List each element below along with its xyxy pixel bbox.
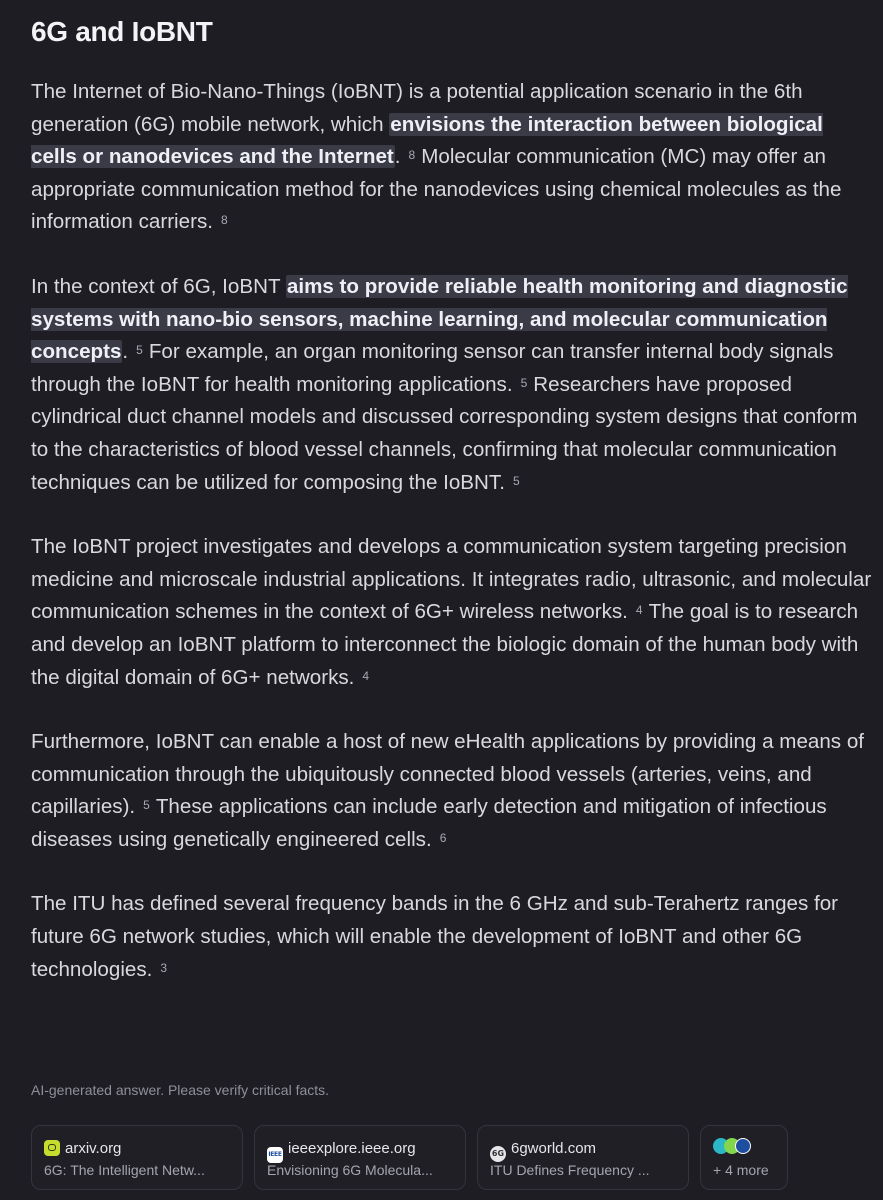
answer-paragraph	[31, 888, 873, 986]
ieee-icon: IEEE	[267, 1147, 283, 1163]
citation-link[interactable]: 4	[362, 668, 370, 683]
more-sources-icons	[713, 1138, 753, 1156]
answer-text: For example, an organ monitoring sensor can transfer internal body signals through the IoBNT for health monitoring applications.	[31, 340, 834, 396]
answer-text: .	[122, 340, 129, 364]
source-domain-label: ieeexplore.ieee.org	[288, 1140, 416, 1157]
arxiv-icon	[44, 1140, 60, 1156]
source-domain-label: 6gworld.com	[511, 1140, 597, 1157]
citation-link[interactable]: 8	[220, 213, 228, 228]
source-card-6gworld[interactable]	[477, 1125, 689, 1190]
source-domain	[490, 1140, 596, 1162]
source-domain	[267, 1140, 416, 1163]
source-card-arxiv[interactable]	[31, 1125, 243, 1190]
source-title: ITU Defines Frequency ...	[490, 1162, 650, 1178]
citation-link[interactable]: 6	[439, 830, 447, 845]
more-sources-button[interactable]	[700, 1125, 788, 1190]
6gworld-icon: 6G	[490, 1146, 506, 1162]
answer-text: Furthermore, IoBNT can enable a host of new eHealth applications by providing a means of communication through the ubiquitously connected blood vessels (arteries, veins, and capillaries).	[31, 730, 864, 819]
answer-paragraph	[31, 531, 873, 694]
answer-text: The ITU has defined several frequency bands in the 6 GHz and sub-Terahertz ranges for future 6G network studies, which will enable the development of IoBNT and other 6G technologies.	[31, 892, 839, 981]
citation-link[interactable]: 5	[136, 343, 143, 358]
answer-text: The Internet of Bio-Nano-Things (IoBNT) is a potential application scenario in the 6th generation (6G) mobile network, which	[31, 80, 803, 136]
answer-text: In the context of 6G, IoBNT	[31, 274, 286, 298]
answer-text: Researchers have proposed cylindrical duct channel models and discussed corresponding system designs that conform to the characteristics of blood vessel channels, confirming that molecular communication techniques can be utilized for composing the IoBNT.	[31, 372, 858, 494]
answer-text: The goal is to research and develop an IoBNT platform to interconnect the biologic domain of the human body with the digital domain of 6G+ networks.	[31, 600, 859, 689]
source-card-ieee[interactable]	[254, 1125, 466, 1190]
answer-text: These applications can include early detection and mitigation of infectious diseases using genetically engineered cells.	[31, 795, 827, 851]
answer-text: .	[394, 145, 401, 169]
citation-link[interactable]: 5	[520, 375, 528, 390]
source-domain	[44, 1140, 121, 1157]
answer-paragraph	[31, 271, 873, 499]
more-sources-label: + 4 more	[713, 1162, 769, 1178]
source-domain-label: arxiv.org	[65, 1140, 122, 1157]
ai-disclaimer: AI-generated answer. Please verify critical facts.	[31, 1082, 330, 1098]
answer-body	[31, 76, 873, 986]
answer-text: The IoBNT project investigates and develops a communication system targeting precision medicine and microscale industrial applications. It integrates radio, ultrasonic, and molecular communication schemes in the context of 6G+ wireless networks.	[31, 535, 872, 624]
answer-paragraph	[31, 76, 873, 239]
citation-link[interactable]: 3	[160, 960, 168, 975]
source-title: Envisioning 6G Molecula...	[267, 1162, 433, 1178]
highlighted-text: aims to provide reliable health monitoring and diagnostic systems with nano-bio sensors, machine learning, and molecular communication concepts	[31, 274, 848, 364]
citation-link[interactable]: 4	[635, 603, 643, 618]
ieee-icon	[735, 1138, 751, 1154]
citation-link[interactable]: 5	[512, 473, 520, 488]
source-title: 6G: The Intelligent Netw...	[44, 1162, 205, 1178]
citation-link[interactable]: 8	[408, 148, 416, 163]
answer-text: Molecular communication (MC) may offer an appropriate communication method for the nanodevices using chemical molecules as the information carriers.	[31, 145, 842, 234]
highlighted-text: envisions the interaction between biological cells or nanodevices and the Internet	[31, 112, 823, 169]
answer-title: 6G and IoBNT	[31, 16, 213, 47]
answer-paragraph	[31, 726, 873, 856]
citation-link[interactable]: 5	[143, 798, 150, 813]
